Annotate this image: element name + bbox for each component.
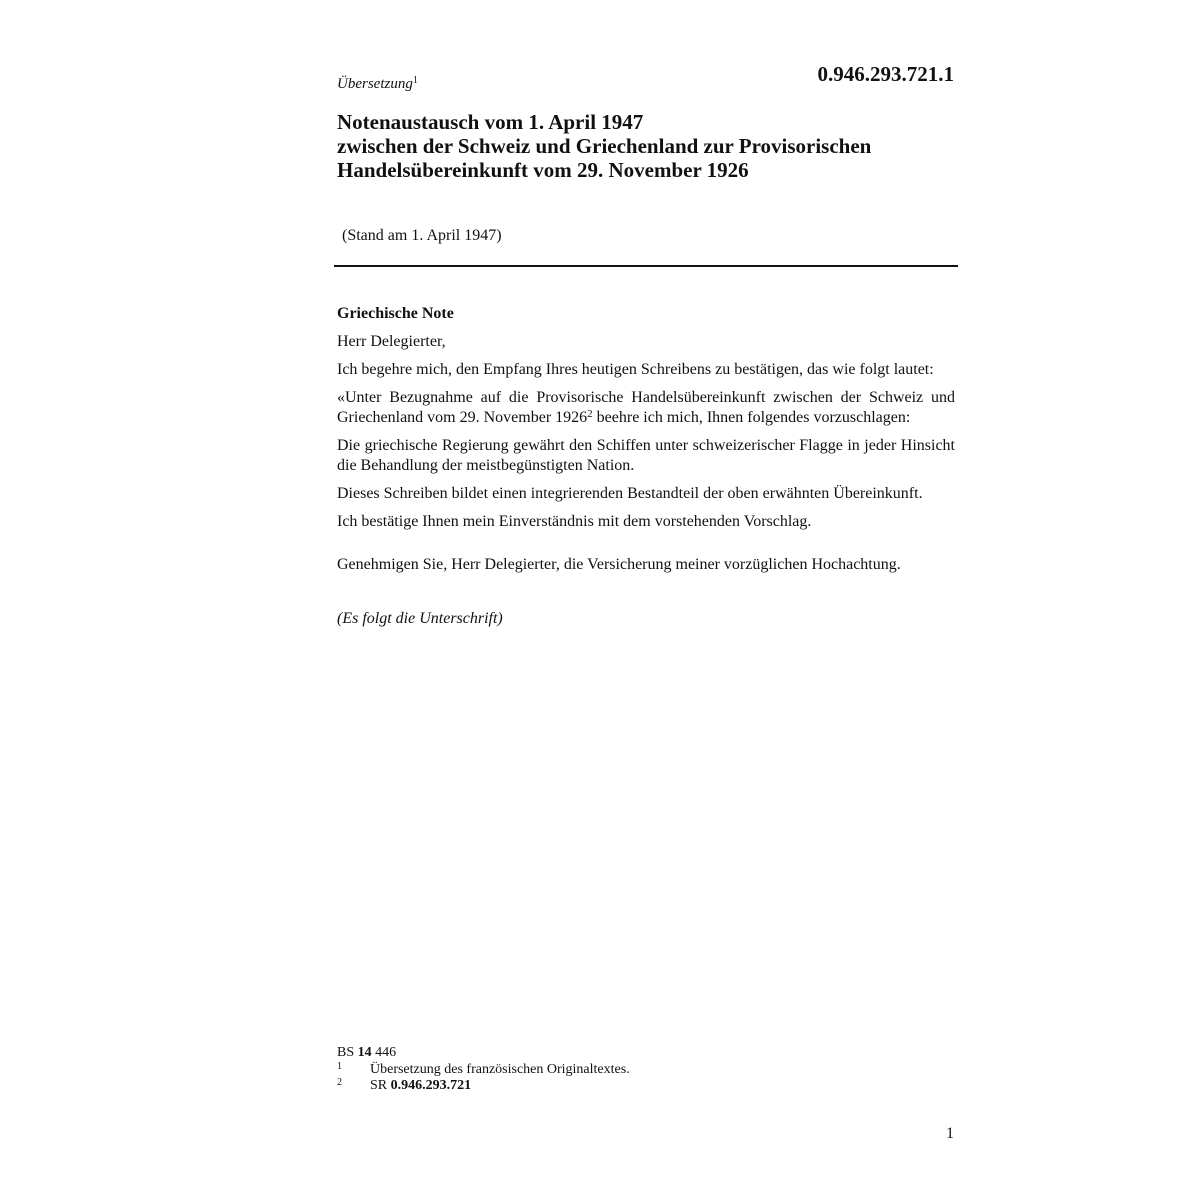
bs-prefix: BS — [337, 1045, 358, 1060]
footnote-number: 1 — [337, 1061, 342, 1072]
translation-label-text: Übersetzung — [337, 76, 413, 92]
quote-paragraph-3: Dieses Schreiben bildet einen integrierenden Bestandteil der oben erwähnten Übereinkunft. — [337, 485, 923, 502]
sr-number: 0.946.293.721.1 — [817, 62, 954, 86]
title-line: Handelsübereinkunft vom 29. November 1926 — [337, 158, 749, 182]
signature-note: (Es folgt die Unterschrift) — [337, 610, 503, 627]
status-date: (Stand am 1. April 1947) — [342, 227, 502, 244]
title-line: Notenaustausch vom 1. April 1947 — [337, 110, 644, 134]
quote-paragraph-1 — [337, 388, 955, 428]
bs-reference — [337, 1044, 630, 1061]
bs-volume: 14 — [357, 1045, 372, 1060]
footnote-text — [370, 1078, 471, 1094]
footnote-prefix: SR — [370, 1078, 391, 1093]
footer — [337, 1044, 630, 1094]
footnote-text: Übersetzung des französischen Originaltextes. — [370, 1062, 630, 1077]
bs-page: 446 — [371, 1045, 397, 1060]
footnote-2 — [337, 1078, 630, 1094]
sr-link[interactable]: 0.946.293.721 — [390, 1078, 472, 1093]
quote-paragraph-2: Die griechische Regierung gewährt den Schiffen unter schweizerischer Flagge in jeder Hinsicht die Behandlung der meistbegünstigten Nation. — [337, 437, 955, 474]
translation-label — [337, 75, 418, 93]
quote-text-end: beehre ich mich, Ihnen folgendes vorzuschlagen: — [592, 409, 911, 426]
document-body — [337, 304, 955, 637]
salutation: Herr Delegierter, — [337, 333, 446, 350]
section-heading: Griechische Note — [337, 305, 454, 322]
confirmation-paragraph: Ich bestätige Ihnen mein Einverständnis mit dem vorstehenden Vorschlag. — [337, 513, 812, 530]
document-title — [337, 110, 967, 182]
quote-text-start: «Unter Bezugnahme auf die Provisorische Handelsübereinkunft zwischen der Schweiz und Griechenland vom 29. November 1926 — [337, 389, 955, 426]
footnote-ref-1[interactable]: 1 — [412, 75, 418, 86]
page-number: 1 — [946, 1125, 954, 1142]
footnote-number: 2 — [337, 1077, 342, 1088]
footnote-ref-2[interactable]: 2 — [587, 408, 593, 420]
closing-paragraph: Genehmigen Sie, Herr Delegierter, die Versicherung meiner vorzüglichen Hochachtung. — [337, 556, 901, 573]
title-divider — [334, 265, 958, 267]
intro-paragraph: Ich begehre mich, den Empfang Ihres heutigen Schreibens zu bestätigen, das wie folgt lautet: — [337, 361, 934, 378]
title-line: zwischen der Schweiz und Griechenland zur Provisorischen — [337, 134, 872, 158]
footnote-1 — [337, 1062, 630, 1078]
